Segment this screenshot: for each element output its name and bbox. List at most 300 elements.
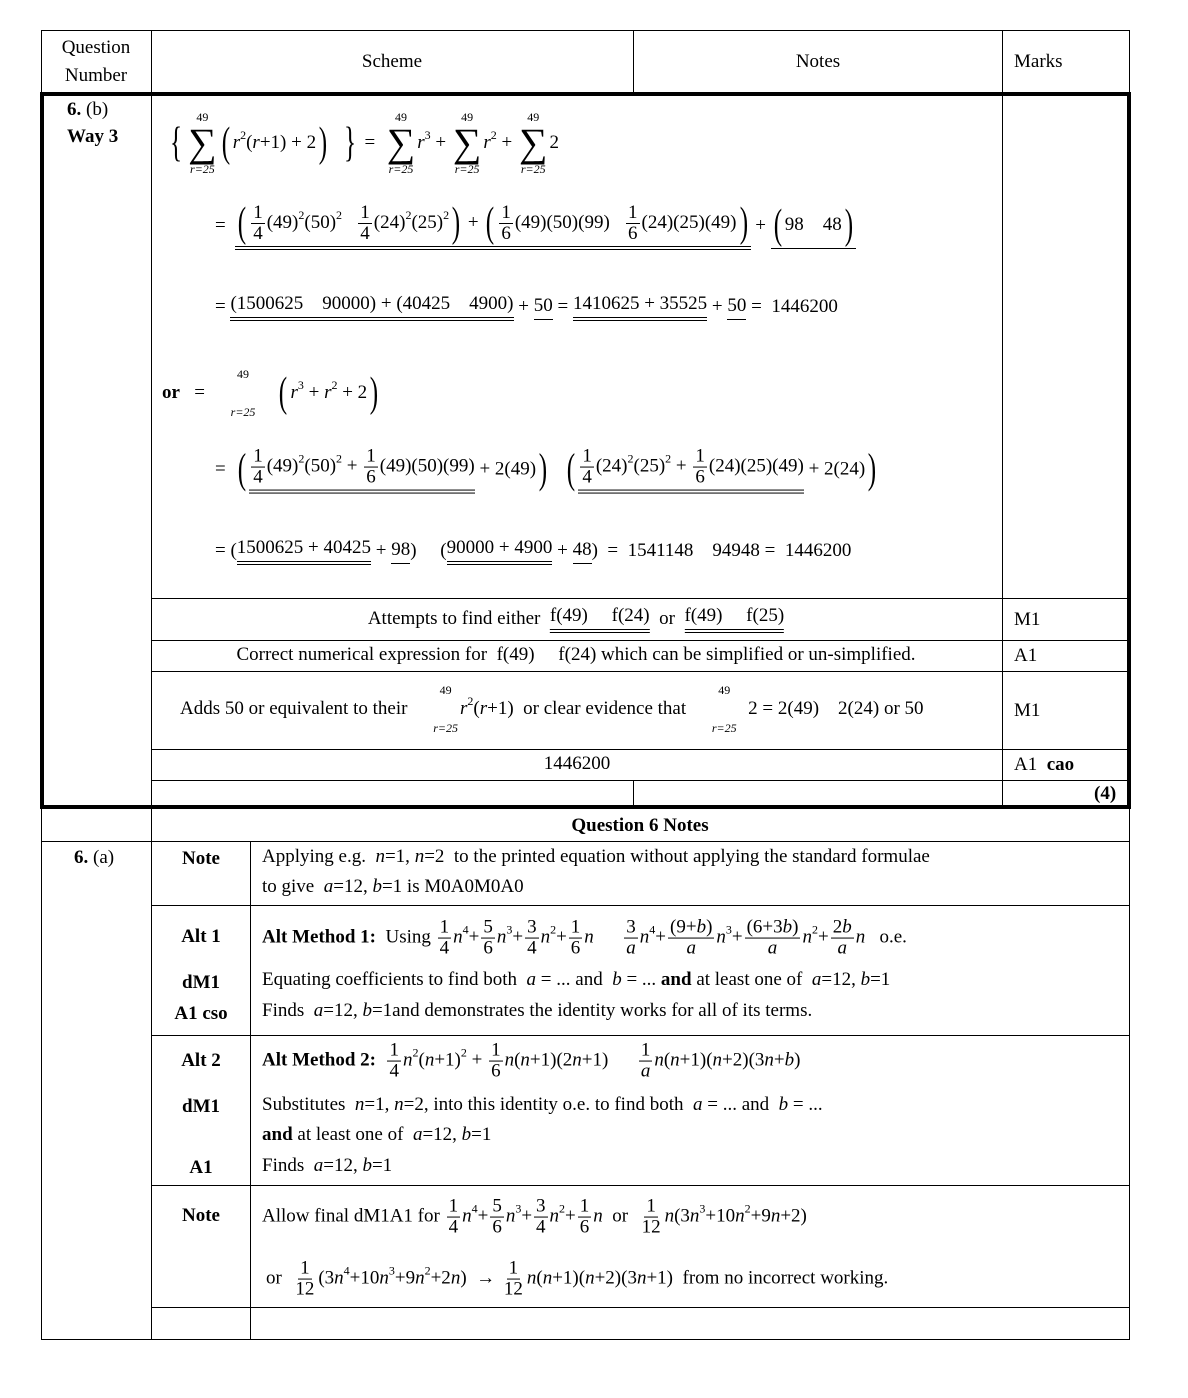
math-text: 4 [360,222,370,244]
math-text: + [430,132,451,153]
math-fraction [490,1197,504,1238]
math-text: (24) [373,212,406,233]
math-text: 4 [527,937,537,959]
math-text: ) [706,916,713,938]
math-text: 5 [492,1195,502,1217]
math-variable: r [483,132,491,153]
math-bracket: ) [538,447,548,493]
math-variable: n [712,1050,723,1071]
math-variable: n [735,1206,745,1227]
math-text: =1and demonstrates the identity works for all of its terms. [371,1000,813,1021]
math-text: + [671,456,692,477]
math-variable: n [394,1094,404,1115]
math-text [550,459,564,481]
fraction-numerator [489,1041,503,1062]
fraction-numerator [490,1197,504,1218]
fraction-numerator [298,1259,312,1280]
question-number [67,99,108,121]
math-text: or [602,1206,638,1227]
mark-4-note: cao [1046,754,1075,776]
scheme-line-1: { 49 ∑ r=25 ( r $^2$ ( r +1) + 2 ) } = 49 ∑ r=25 r $^3$ + 49 ∑ r=25 r $^2$ + 49 ∑ r=25 2 [170,110,560,176]
sigma-symbol: ∑ [386,120,416,165]
math-variable: n [450,1268,461,1289]
math-text: Substitutes [262,1094,355,1115]
math-text: 90000 + 4900 [446,537,553,558]
summation-lower-limit: r=25 [433,721,458,735]
math-text: ( [473,698,480,719]
math-text: 1446200 [543,753,611,774]
scheme-line-4: or = 49 r=25 ( r $^3$ + r $^2$ + 2 ) [162,367,379,419]
summation-upper-limit: 49 [394,110,407,124]
double-underlined-expression [684,605,784,633]
math-text: = ... and [702,1094,779,1115]
math-variable: b [784,1050,795,1071]
math-text: ) [794,1050,801,1071]
math-text: + [552,540,573,561]
fraction-numerator [580,447,594,468]
fraction-denominator [502,1280,525,1300]
math-text: 6 [492,1216,502,1238]
math-fraction [668,918,714,959]
math-text: (49) [266,212,299,233]
bold-text: Alt Method 1: [262,927,376,948]
math-text: 6 [483,937,493,959]
math-variable: a [837,937,847,959]
math-text: +9 [394,1268,416,1289]
math-variable: n [639,927,650,948]
fraction-numerator [534,1197,548,1218]
notes-question-label: 6. [74,847,89,869]
math-bracket: ( [567,447,576,493]
math-variable: a [323,876,334,897]
underlined-expression [771,201,856,249]
question-label: 6. [67,99,82,121]
math-text: =1 is M0A0M0A0 [381,876,524,897]
math-text: 1500625 + 40425 [236,537,372,558]
math-text: + [817,927,829,948]
underlined-expression [573,539,592,564]
math-fraction [293,1259,316,1300]
math-text: =12, [323,1155,363,1176]
math-text: =1 [471,1124,492,1145]
math-text: Finds [262,1155,314,1176]
math-variable: n [770,1206,781,1227]
math-text: = ... [788,1094,823,1115]
math-variable: n [414,846,425,867]
math-bracket: } [343,120,356,166]
math-text: (24)(25)(49) [641,212,737,233]
math-fraction [481,918,495,959]
math-text: 4 [582,466,592,488]
double-underlined-expression [230,293,513,321]
math-text: 1 [366,445,376,467]
math-text: =12, [333,876,373,897]
math-text: = 1446200 [746,296,838,317]
math-bracket: ) [739,200,748,246]
math-text: 50 [533,294,553,316]
math-text: o.e. [865,927,907,948]
scheme-line-6 [215,537,851,565]
math-variable: a [412,1124,423,1145]
math-fraction [387,1041,401,1082]
fraction-numerator [668,918,714,939]
summation [433,684,458,734]
math-fraction [639,1041,653,1082]
math-bracket: ) [868,447,877,493]
fraction-numerator [499,203,513,224]
math-text: (49) [266,456,299,477]
math-text: Equating coefficients to find both [262,969,527,990]
fraction-denominator [358,224,372,244]
math-text: 6 [579,1216,590,1238]
math-text: 1 [640,1039,651,1061]
math-text: + 2(24) [803,459,866,480]
math-variable: a [693,1094,703,1115]
alt1-line-1: Alt Method 1: Using $\frac{1}{4}$ n $^4$ + $\frac{5}{6}$ n $^3$ + $\frac{3}{4}$ n $^2$ + $\frac{1}{6}$ n $\frac{3}{a}$ n $^4$ + $\frac{(9+b)}{a}$ n $^3$ + $\frac{(6+3b)}{a}$ n $^2$ + $\frac{2b}{a}$ n o.e. [262,916,907,959]
criterion-3: Adds 50 or equivalent to their 49 r=25 r $^2$ ( r +1) or clear evidence that 49 r=25 2 = 2(49) 2(24) or 50 [180,683,924,735]
alt2-line-3 [262,1124,491,1146]
math-text: 1 [501,201,511,223]
double-underlined-expression: $\frac{1}{4}$ (24) $^2$ (25) $^2$ + $\frac{1}{6}$ (24)(25)(49) [578,447,804,494]
math-text: +10 [705,1206,736,1227]
alt2-line-4 [262,1155,392,1177]
fraction-denominator [640,1218,663,1238]
math-text: (50) [304,456,337,477]
math-text: = [215,459,236,480]
alt2-line-2 [262,1094,823,1116]
math-text: +1) from no incorrect working. [646,1268,889,1289]
math-text: ( [663,1050,671,1071]
math-fraction [693,447,707,488]
math-fraction [569,918,583,959]
fraction-numerator [481,918,495,939]
math-text: +2 [430,1268,451,1289]
criterion-2 [236,644,915,666]
math-text: =2 to the printed equation without applying the standard formulae [424,846,930,867]
math-text: 1 [389,1039,399,1061]
label-alt-2: Alt 2 [181,1050,221,1072]
underlined-expression [534,295,553,320]
math-variable: b [461,1124,472,1145]
math-variable: b [696,916,707,938]
math-text: 6 [366,466,376,488]
notes-title: Question 6 Notes [571,815,709,837]
note1-line-2 [262,876,524,898]
math-text: 50 [727,294,747,316]
math-variable: a [526,969,537,990]
math-variable: n [379,1268,389,1289]
math-text: 4 [439,937,450,959]
math-variable: b [778,1094,789,1115]
math-text: (49)(50)(99) [379,456,475,477]
math-text: 4 [253,466,263,488]
math-bracket: ( [221,120,230,166]
math-text: (24) [595,456,628,477]
math-variable: n [462,1206,472,1227]
math-variable: n [424,1050,435,1071]
math-variable: b [842,916,852,938]
summation-lower-limit: r=25 [190,162,215,176]
math-text: =1 [371,1155,393,1176]
sigma-symbol: ∑ [452,120,482,165]
math-text: 3 [527,916,537,938]
math-text: Correct numerical expression for f(49) f(24) which can be simplified or un-simplified. [236,644,916,665]
math-text: ( [246,132,253,153]
math-fraction [626,203,640,244]
fraction-denominator [578,1218,592,1238]
notes-question-number [74,847,114,869]
math-variable: r [252,132,260,153]
fraction-denominator [293,1280,316,1300]
math-bracket: ) [844,201,853,248]
math-text: + 2 [337,382,368,403]
math-variable: n [572,1050,582,1071]
math-text: 4 [389,1060,399,1082]
math-variable: n [664,1206,675,1227]
math-text: = [359,132,385,153]
math-bracket: ( [238,200,247,246]
math-text: + [496,132,518,153]
math-variable: n [415,1268,425,1289]
fraction-denominator [447,1218,461,1238]
math-text: at least one of [691,969,812,990]
note1-line-1 [262,846,930,868]
math-text: 98 48 [784,213,842,235]
math-text: + [303,382,325,403]
math-text: =2, into this identity o.e. to find both [403,1094,693,1115]
math-text: 1 [646,1195,656,1217]
math-variable: n [520,1050,530,1071]
math-text: =12, [422,1124,462,1145]
double-underlined-expression [550,605,650,633]
math-text: +1)( [552,1268,586,1289]
summation-lower-limit: r=25 [711,721,737,735]
label-dm1-1: dM1 [182,972,220,994]
scheme-line-2 [215,202,856,250]
math-fraction [499,203,513,244]
math-variable: n [549,1206,560,1227]
math-text: + [707,296,728,317]
math-text: = [215,296,231,317]
math-variable: r [459,698,468,719]
math-text: 1 [253,201,263,223]
math-text: or [266,1268,292,1289]
math-bracket: ( [486,200,495,246]
math-variable: n [526,1268,537,1289]
fraction-denominator [364,468,378,488]
math-text: (3 [674,1206,690,1227]
alt1-line-3 [262,1000,812,1022]
fraction-numerator [578,1197,592,1218]
fraction-numerator [624,918,638,939]
math-variable: r [232,132,241,153]
math-variable: r [324,382,332,403]
header-scheme: Scheme [361,51,423,73]
label-note-1: Note [182,848,220,870]
math-fraction [502,1259,525,1300]
math-text: 1 [628,201,638,223]
math-text: Using [375,927,436,948]
fraction-numerator [438,918,452,939]
summation [519,111,548,175]
summation-lower-limit: r=25 [388,162,414,176]
math-text: 2 [549,132,560,153]
math-text: at least one of [292,1124,413,1145]
math-text: =1, [364,1094,395,1115]
math-text: 12 [503,1278,523,1300]
math-bracket: ( [238,447,247,493]
math-text: +2)(3 [722,1050,765,1071]
double-underlined-expression [447,537,553,565]
math-text: + 2(49) [474,459,537,480]
fraction-denominator [626,224,640,244]
math-variable: n [802,927,812,948]
math-bracket: ( [773,201,782,248]
math-text: + [565,1206,576,1227]
math-text: 6 [491,1060,501,1082]
fraction-denominator [569,939,583,959]
math-text: ) → [460,1268,500,1289]
math-text: ( [418,1050,425,1071]
math-variable: b [362,1000,372,1021]
summation-lower-limit: r=25 [230,405,256,419]
summation-upper-limit: 49 [237,367,250,381]
math-fraction [580,447,594,488]
math-text: 1410625 + 35525 [572,293,708,314]
math-text [376,1050,386,1072]
math-text: (9+ [670,916,697,938]
math-text: =1 [870,969,891,990]
fraction-numerator [251,447,265,468]
summation-upper-limit: 49 [461,110,474,124]
math-bracket: ) [369,370,379,416]
math-text: 1 [253,445,263,467]
math-text: =1, [384,846,415,867]
math-variable: n [496,927,507,948]
math-text: = ... and [536,969,613,990]
fraction-numerator [693,447,707,468]
math-fraction [358,203,372,244]
math-text: 1 [300,1257,310,1279]
fraction-numerator [639,1041,653,1062]
underlined-expression [391,539,410,564]
math-text: + [556,927,567,948]
math-text: + [655,927,667,948]
math-variable: n [334,1268,344,1289]
math-variable: n [636,1268,647,1289]
math-text: ( [514,1050,521,1071]
math-fraction [489,1041,503,1082]
math-text: 1 [360,201,370,223]
total-marks: (4) [1094,783,1117,805]
fraction-denominator [525,939,539,959]
header-marks: Marks [1014,51,1063,73]
fraction-denominator [624,939,638,959]
math-fraction [831,918,854,959]
label-dm1-2: dM1 [182,1096,220,1118]
math-text: 1 [508,1257,519,1279]
fraction-numerator [507,1259,521,1280]
math-fraction [251,447,265,488]
math-text: f(49) f(25) [684,605,785,626]
math-variable: b [860,969,871,990]
math-text: ) = 1541148 94948 = 1446200 [591,540,852,561]
math-text: 6 [695,466,705,488]
summation-upper-limit: 49 [439,683,452,697]
scheme-line-5 [215,447,879,494]
summation-upper-limit: 49 [196,110,209,124]
math-text: (25) [411,212,444,233]
math-text: Attempts to find either [367,608,550,629]
math-text: + [468,927,480,948]
math-variable: n [855,927,866,948]
math-variable: b [782,916,793,938]
fraction-denominator [766,939,780,959]
fraction-numerator [387,1041,401,1062]
bold-text: and [660,969,692,990]
math-fraction [525,918,539,959]
math-text: +1) [581,1050,637,1071]
math-variable: a [313,1155,324,1176]
double-underlined-expression [237,537,371,565]
math-text: + [731,927,743,948]
fraction-denominator [489,1062,503,1082]
mark-4-code: A1 [1014,754,1038,776]
math-variable: n [764,1050,774,1071]
math-text: 5 [483,916,493,938]
underlined-expression [727,295,746,320]
math-text: =12, [323,1000,363,1021]
math-fraction [447,1197,461,1238]
fraction-denominator [490,1218,504,1238]
math-text: 2 [832,916,843,938]
summation-upper-limit: 49 [527,110,540,124]
fraction-denominator [580,468,594,488]
math-text: 3 [626,916,636,938]
header-question-label: Question [61,37,131,59]
math-variable: n [584,927,594,948]
math-text: or [649,608,685,629]
math-variable: n [689,1206,700,1227]
math-text: = ... [621,969,661,990]
label-a1cso: A1 cso [174,1003,228,1025]
way-label: Way 3 [67,126,119,148]
math-text: 1 [491,1039,501,1061]
math-text: 6 [570,937,581,959]
mark-1: M1 [1014,609,1041,631]
math-fraction [624,918,638,959]
math-variable: n [504,1050,515,1071]
fraction-denominator [387,1062,401,1082]
bold-text: and [262,1124,293,1145]
mark-2: A1 [1014,645,1038,667]
math-text: 1 [579,1195,590,1217]
math-text: +9 [750,1206,771,1227]
math-text: 12 [641,1216,661,1238]
math-text: (3 [318,1268,335,1289]
math-text: 3 [536,1195,546,1217]
math-text: +1)( [679,1050,713,1071]
label-alt-1: Alt 1 [181,926,221,948]
summation [188,111,217,175]
summation [387,111,416,175]
summation [453,111,482,175]
math-text: (50) [304,212,337,233]
math-text: Allow final dM1A1 for [262,1206,445,1227]
math-text: 1 [439,916,450,938]
math-text: +1) + 2 [259,132,317,153]
fraction-denominator [639,1062,653,1082]
